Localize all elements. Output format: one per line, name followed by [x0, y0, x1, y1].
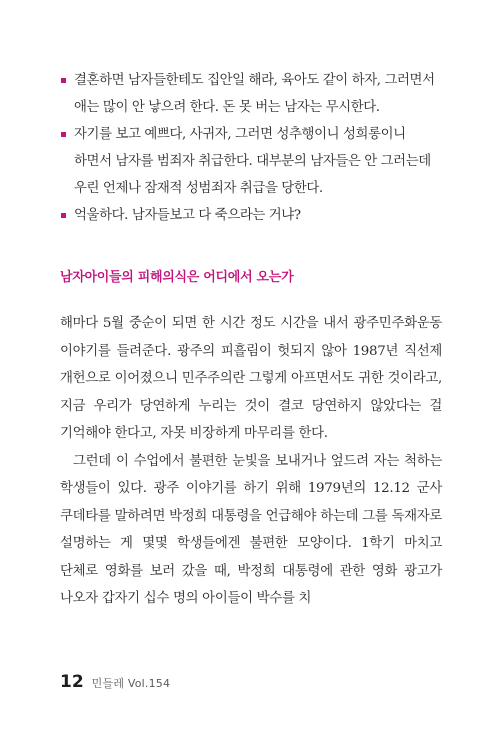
bullet-item — [60, 67, 442, 121]
bullet-square-icon — [61, 132, 66, 137]
bullet-square-icon — [61, 78, 66, 83]
bullet-list — [60, 67, 442, 229]
bullet-item — [60, 202, 442, 229]
page-number: 12 — [60, 672, 84, 692]
paragraph: 그런데 이 수업에서 불편한 눈빛을 보내거나 엎드려 자는 척하는 학생들이 있다. 광주 이야기를 하기 위해 1979년의 12.12 군사 쿠데타를 말하려면 박정희 대통령을 언급해야 하는데 그를 독재자로 설명하는 게 몇몇 학생들에겐 불편한 모양이다. 1학기 마치고 단체로 영화를 보러 갔을 때, 박정희 대통령에 관한 영화 광고가 나오자 갑자기 십수 명의 아이들이 박수를 치 — [60, 453, 442, 606]
bullet-text: 억울하다. 남자들보고 다 죽으라는 거냐? — [74, 208, 301, 223]
bullet-item — [60, 121, 442, 202]
page-footer — [60, 672, 170, 692]
bullet-text: 자기를 보고 예쁘다, 사귀자, 그러면 성추행이니 성희롱이니 하면서 남자를 범죄자 취급한다. 대부분의 남자들은 안 그러는데 우린 언제나 잠재적 성범죄자 취급을 당한다. — [74, 127, 431, 196]
body-text — [60, 310, 442, 613]
section-heading: 남자아이들의 피해의식은 어디에서 오는가 — [60, 270, 294, 285]
bullet-square-icon — [61, 213, 66, 218]
publication-name: 민들레 Vol.154 — [91, 677, 171, 690]
paragraph: 해마다 5월 중순이 되면 한 시간 정도 시간을 내서 광주민주화운동 이야기를 들려준다. 광주의 피흘림이 헛되지 않아 1987년 직선제 개헌으로 이어졌으니 민주주의란 그렇게 아프면서도 귀한 것이라고, 지금 우리가 당연하게 누리는 것이 결코 당연하지 않았다는 걸 기억해야 한다고, 자못 비장하게 마무리를 한다. — [60, 316, 442, 441]
bullet-text: 결혼하면 남자들한테도 집안일 해라, 육아도 같이 하자, 그러면서 애는 많이 안 낳으려 한다. 돈 못 버는 남자는 무시한다. — [74, 73, 435, 115]
